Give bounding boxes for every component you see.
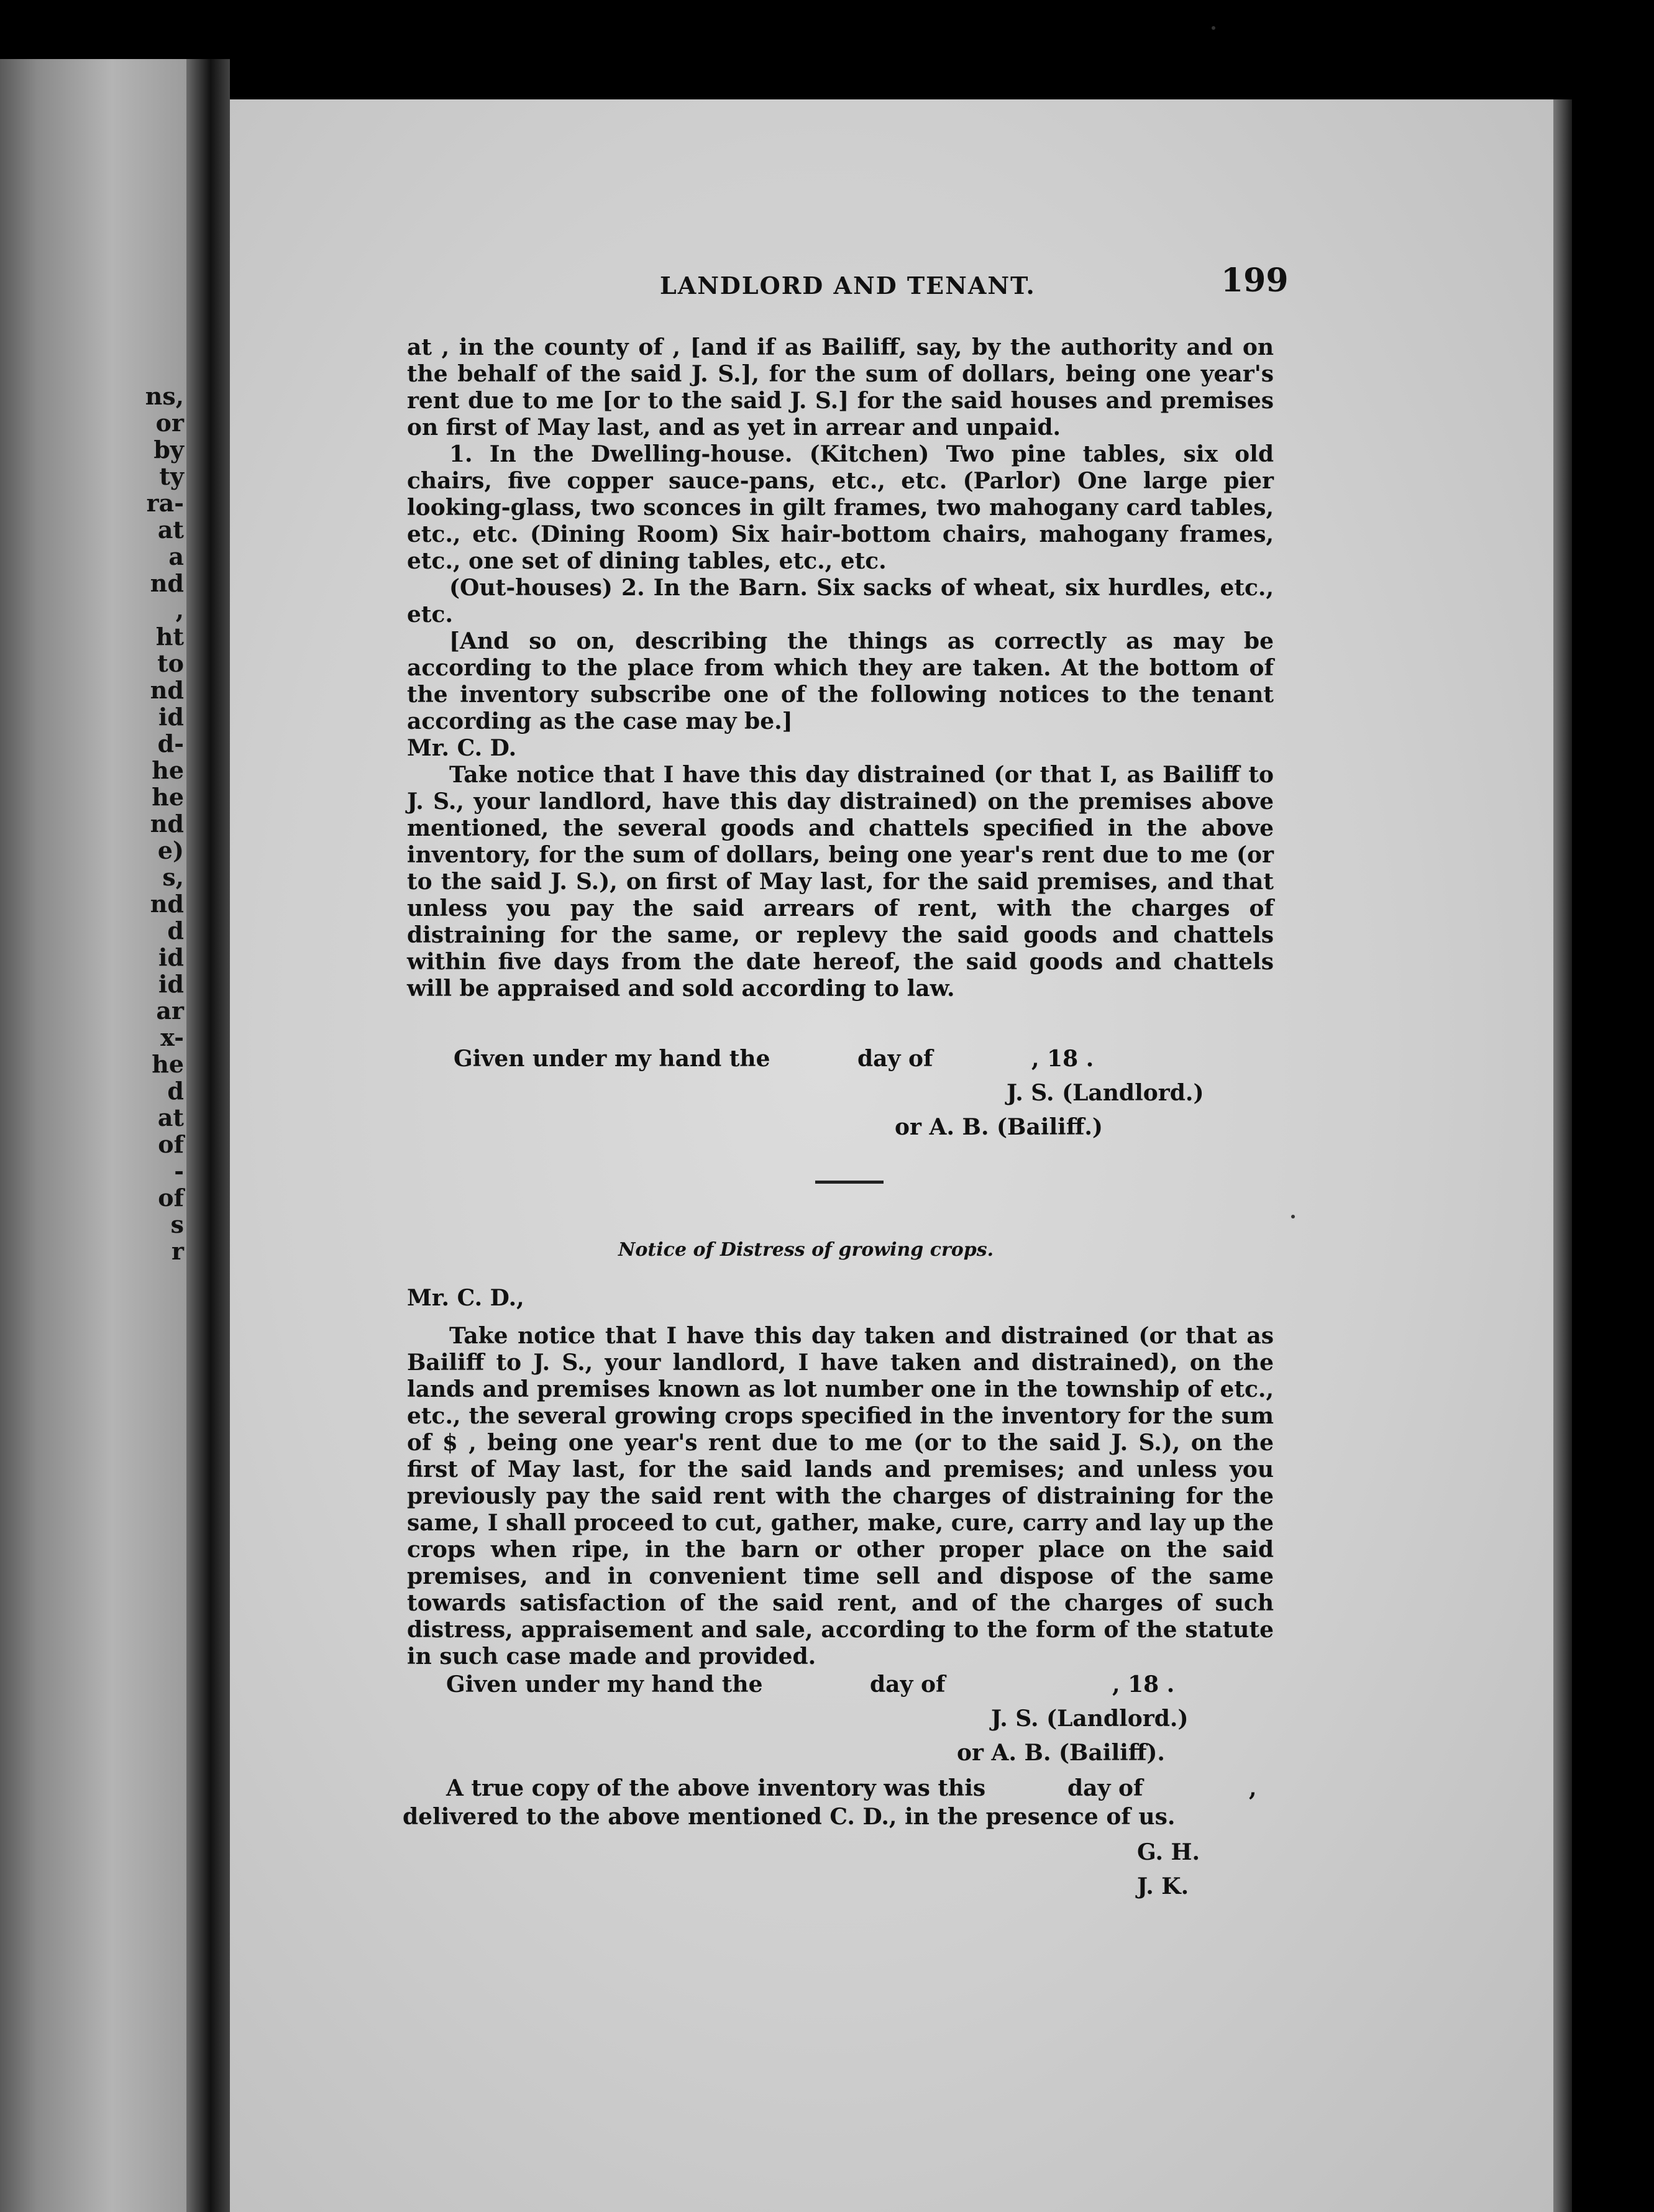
left-margin-fragment: ty <box>159 462 184 490</box>
left-margin-fragment: nd <box>150 890 184 918</box>
left-margin-fragment: ra- <box>146 489 184 517</box>
left-margin-fragment: d <box>167 916 184 944</box>
salutation-1: Mr. C. D. <box>407 735 517 761</box>
subheading-growing-crops: Notice of Distress of growing crops. <box>618 1239 994 1261</box>
left-margin-fragment: at <box>157 516 184 544</box>
true-copy-day-of: day of <box>1067 1775 1143 1801</box>
signature-bailiff-2: or A. B. (Bailiff). <box>957 1740 1165 1766</box>
true-copy-comma: , <box>1249 1775 1257 1801</box>
left-margin-fragment: , <box>175 596 184 624</box>
given-under-hand-2: Given under my hand the <box>446 1671 763 1698</box>
body-block-1 <box>407 334 1274 1002</box>
left-margin-fragment: r <box>171 1237 184 1265</box>
left-margin-fragment: x- <box>160 1023 184 1051</box>
left-margin-fragment: a <box>168 542 184 570</box>
left-margin-fragment: ht <box>155 623 184 651</box>
paragraph-inventory-intro: at , in the county of , [and if as Bailiff, say, by the authority and on the behalf of the said J. S.], for the sum of dollars, being one year's rent due to me [or to the said J. S.] for the said houses and premises on first of May last, and as yet in arrear and unpaid. <box>407 334 1274 441</box>
left-margin-fragment: he <box>152 1050 184 1078</box>
body-block-2 <box>407 1285 1274 1670</box>
true-copy-line-1: A true copy of the above inventory was this <box>446 1775 986 1801</box>
paragraph-out-houses: (Out-houses) 2. In the Barn. Six sacks of wheat, six hurdles, etc., etc. <box>407 575 1274 628</box>
left-margin-fragment: to <box>157 649 184 677</box>
left-margin-fragment: e) <box>157 836 184 864</box>
given-under-hand-1: Given under my hand the <box>454 1046 770 1072</box>
left-margin-fragment: or <box>155 409 184 437</box>
left-margin-fragment: nd <box>150 676 184 704</box>
left-margin-fragment: at <box>157 1104 184 1131</box>
left-margin-fragment: id <box>158 970 184 998</box>
left-margin-fragment: nd <box>150 810 184 838</box>
witness-jk: J. K. <box>1137 1873 1189 1899</box>
left-margin-fragment: id <box>158 703 184 731</box>
paragraph-instructions: [And so on, describing the things as correctly as may be according to the place from which they are taken. At the bottom of the inventory subscribe one of the following notices to the tenant according as the case may be.] <box>407 628 1274 734</box>
given-day-of-1: day of <box>857 1046 933 1072</box>
left-margin-fragment: s <box>170 1210 184 1238</box>
left-margin-fragment: nd <box>150 569 184 597</box>
left-margin-fragment: d <box>167 1077 184 1105</box>
signature-landlord-2: J. S. (Landlord.) <box>991 1706 1189 1732</box>
left-margin-fragment: ar <box>156 997 184 1025</box>
page-number: 199 <box>1221 262 1289 299</box>
left-margin-fragment: id <box>158 943 184 971</box>
left-margin-fragment: s, <box>162 863 184 891</box>
page-edge-shadow <box>1553 99 1572 2212</box>
print-speck <box>1291 1215 1295 1218</box>
left-margin-fragment: of <box>158 1184 184 1212</box>
left-margin-fragment: - <box>174 1157 184 1185</box>
left-margin-fragment: he <box>152 756 184 784</box>
signature-bailiff-1: or A. B. (Bailiff.) <box>895 1114 1103 1140</box>
book-gutter <box>186 59 230 2212</box>
given-day-of-2: day of <box>870 1671 946 1698</box>
true-copy-line-2: delivered to the above mentioned C. D., in the presence of us. <box>403 1804 1176 1830</box>
running-header: LANDLORD AND TENANT. <box>660 272 1036 299</box>
paragraph-notice-crops: Take notice that I have this day taken and distrained (or that as Bailiff to J. S., your landlord, I have taken and distrained), on the lands and premises known as lot number one in the township of etc., etc., the several growing crops specified in the inventory for the sum of $ , being one year's rent due to me (or to the said J. S.), on the first of May last, for the said lands and premises; and unless you previously pay the said rent with the charges of distraining for the same, I shall proceed to cut, gather, make, cure, carry and lay up the crops when ripe, in the barn or other proper place on the said premises, and in convenient time sell and dispose of the same towards satisfaction of the said rent, and of the charges of such distress, appraisement and sale, according to the form of the statute in such case made and provided. <box>407 1323 1274 1670</box>
left-margin-fragment: he <box>152 783 184 811</box>
salutation-2: Mr. C. D., <box>407 1285 524 1311</box>
paragraph-notice-distress: Take notice that I have this day distrained (or that I, as Bailiff to J. S., your landlord, have this day distrained) on the premises above mentioned, the several goods and chattels specified in the above inventory, for the sum of dollars, being one year's rent due to me (or to the said J. S.), on first of May last, for the said premises, and that unless you pay the said arrears of rent, with the charges of distraining for the same, or replevy the said goods and chattels within five days from the date hereof, the said goods and chattels will be appraised and sold according to law. <box>407 762 1274 1002</box>
left-margin-fragment: by <box>153 436 184 464</box>
given-year-2: , 18 . <box>1112 1671 1175 1698</box>
print-speck <box>1212 26 1215 30</box>
section-divider <box>815 1181 884 1184</box>
paragraph-dwelling-house: 1. In the Dwelling-house. (Kitchen) Two pine tables, six old chairs, five copper sauce-pans, etc., etc. (Parlor) One large pier looking-glass, two sconces in gilt frames, two mahogany card tables, etc., etc. (Dining Room) Six hair-bottom chairs, mahogany frames, etc., one set of dining tables, etc., etc. <box>407 441 1274 574</box>
signature-landlord-1: J. S. (Landlord.) <box>1007 1080 1204 1106</box>
left-facing-page <box>0 59 186 2212</box>
witness-gh: G. H. <box>1137 1839 1200 1865</box>
left-margin-fragment: d- <box>157 729 184 757</box>
given-year-1: , 18 . <box>1031 1046 1094 1072</box>
left-margin-fragment: of <box>158 1130 184 1158</box>
left-margin-fragment: ns, <box>145 382 184 410</box>
